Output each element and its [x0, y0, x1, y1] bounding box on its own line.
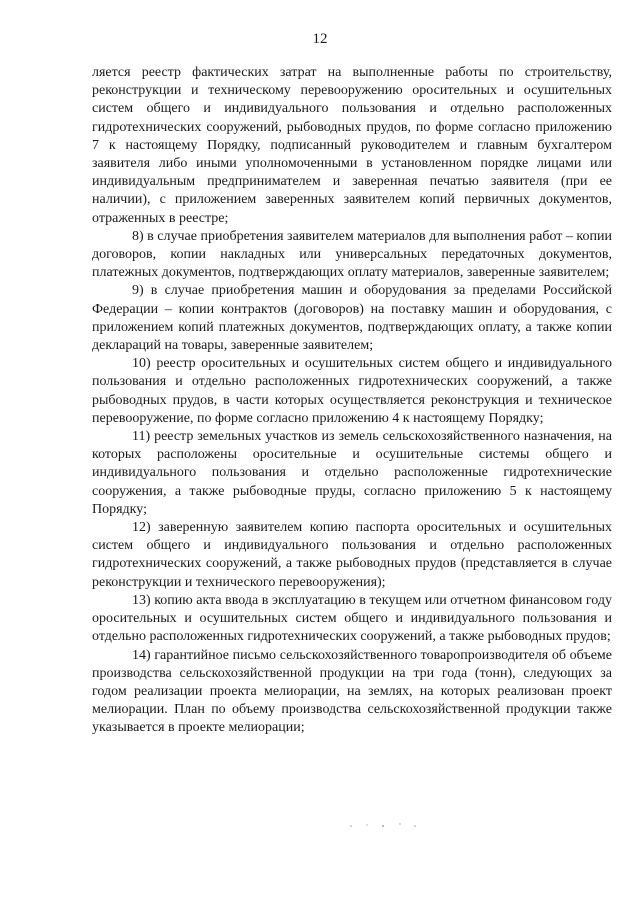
- paragraph-item-13: 13) копию акта ввода в эксплуатацию в текущем или отчетном финансовом году оросительных и осушительных систем общего и индивидуального пользования и отдельно расположенных гидротехнических сооружений, а также рыбоводных прудов;: [92, 592, 612, 645]
- paragraph-item-9: 9) в случае приобретения машин и оборудования за пределами Российской Федерации – копии контрактов (договоров) на поставку машин и оборудования, с приложением копий платежных документов, подтверждающих оплату, а также копии деклараций на товары, заверенные заявителем;: [92, 283, 612, 354]
- page-number: 12: [312, 31, 328, 47]
- scan-artifact: [345, 820, 425, 830]
- page-body: [92, 64, 612, 738]
- paragraph-item-10: 10) реестр оросительных и осушительных систем общего и индивидуального пользования и отдельно расположенных гидротехнических сооружений, а также рыбоводных прудов, в части которых осуществляется реконструкция и техническое перевооружение, по форме согласно приложению 4 к настоящему Порядку;: [92, 356, 612, 426]
- paragraph-item-11: 11) реестр земельных участков из земель сельскохозяйственного назначения, на которых расположены оросительные и осушительные системы общего и индивидуального пользования и отдельно расположенные гидротехнические сооружения, а также рыбоводные пруды, согласно приложению 5 к настоящему Порядку;: [92, 429, 612, 517]
- paragraph-item-8: 8) в случае приобретения заявителем материалов для выполнения работ – копии договоров, копии накладных или универсальных передаточных документов, платежных документов, подтверждающих оплату материалов, заверенные заявителем;: [92, 228, 612, 281]
- paragraph-item-14: 14) гарантийное письмо сельскохозяйственного товаропроизводителя об объеме производства сельскохозяйственной продукции на три года (тонн), следующих за годом реализации проекта мелиорации, на землях, на которых реализован проект мелиорации. План по объему производства сельскохозяйственной продукции также указывается в проекте мелиорации;: [92, 647, 612, 736]
- paragraph-continuation: ляется реестр фактических затрат на выполненные работы по строительству, реконструкции и техническому перевооружению оросительных и осушительных систем общего и индивидуального пользования и отдельно расположенных гидротехнических сооружений, рыбоводных прудов, по форме согласно приложению 7 к настоящему Порядку, подписанный руководителем и главным бухгалтером заявителя либо иными уполномоченными в установленном порядке лицами или индивидуальным предпринимателем и заверенная печатью заявителя (при ее наличии), с приложением заверенных заявителем копий первичных документов, отраженных в реестре;: [92, 65, 612, 226]
- paragraph-item-12: 12) заверенную заявителем копию паспорта оросительных и осушительных систем общего и индивидуального пользования и отдельно расположенных гидротехнических сооружений, а также рыбоводных прудов (представляется в случае реконструкции и технического перевооружения);: [92, 520, 612, 590]
